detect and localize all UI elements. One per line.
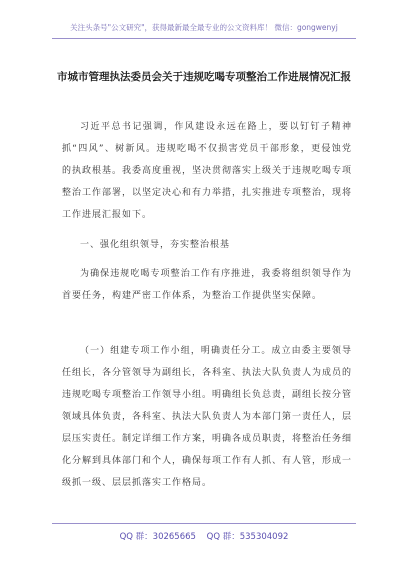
footer-qq-group-1: QQ 群：30265665	[119, 532, 196, 542]
paragraph-subsection-1: （一）组建专项工作小组，明确责任分工。成立由委主要领导任组长，各分管领导为副组长，各科室、执法大队负责人为成员的违规吃喝专项整治工作领导小组。明确组长负总责，副组长按分管领域具体负责，各科室、执法大队负责人为本部门第一责任人，层层压实责任。制定详细工作方案，明确各成员职责，将整治任务细化分解到具体部门和个人，确保每项工作有人抓、有人管，形成一级抓一级、层层抓落实工作格局。	[62, 346, 353, 488]
paragraph-section-1: 为确保违规吃喝专项整治工作有序推进，我委将组织领导作为首要任务，构建严密工作体系，为整治工作提供坚实保障。	[62, 269, 352, 301]
footer-divider	[52, 523, 356, 524]
footer	[0, 530, 408, 542]
footer-qq-group-2: QQ 群：535304092	[206, 532, 289, 542]
section-heading-1: 一、强化组织领导，夯实整治根基	[80, 240, 231, 250]
document-title: 市城市管理执法委员会关于违规吃喝专项整治工作进展情况汇报	[57, 71, 351, 83]
header-banner: 关注头条号"公文研究"，获得最新最全最专业的公文资料库！ 微信：gongwenyj	[70, 23, 338, 32]
paragraph-intro: 习近平总书记强调，作风建设永远在路上，要以钉钉子精神抓“四风”、树新风。违规吃喝不仅损害党员干部形象，更侵蚀党的执政根基。我委高度重视，坚决贯彻落实上级关于违规吃喝专项整治工作部署，以坚定决心和有力举措，扎实推进专项整治，现将工作进展汇报如下。	[62, 122, 353, 220]
header-divider	[52, 38, 356, 39]
